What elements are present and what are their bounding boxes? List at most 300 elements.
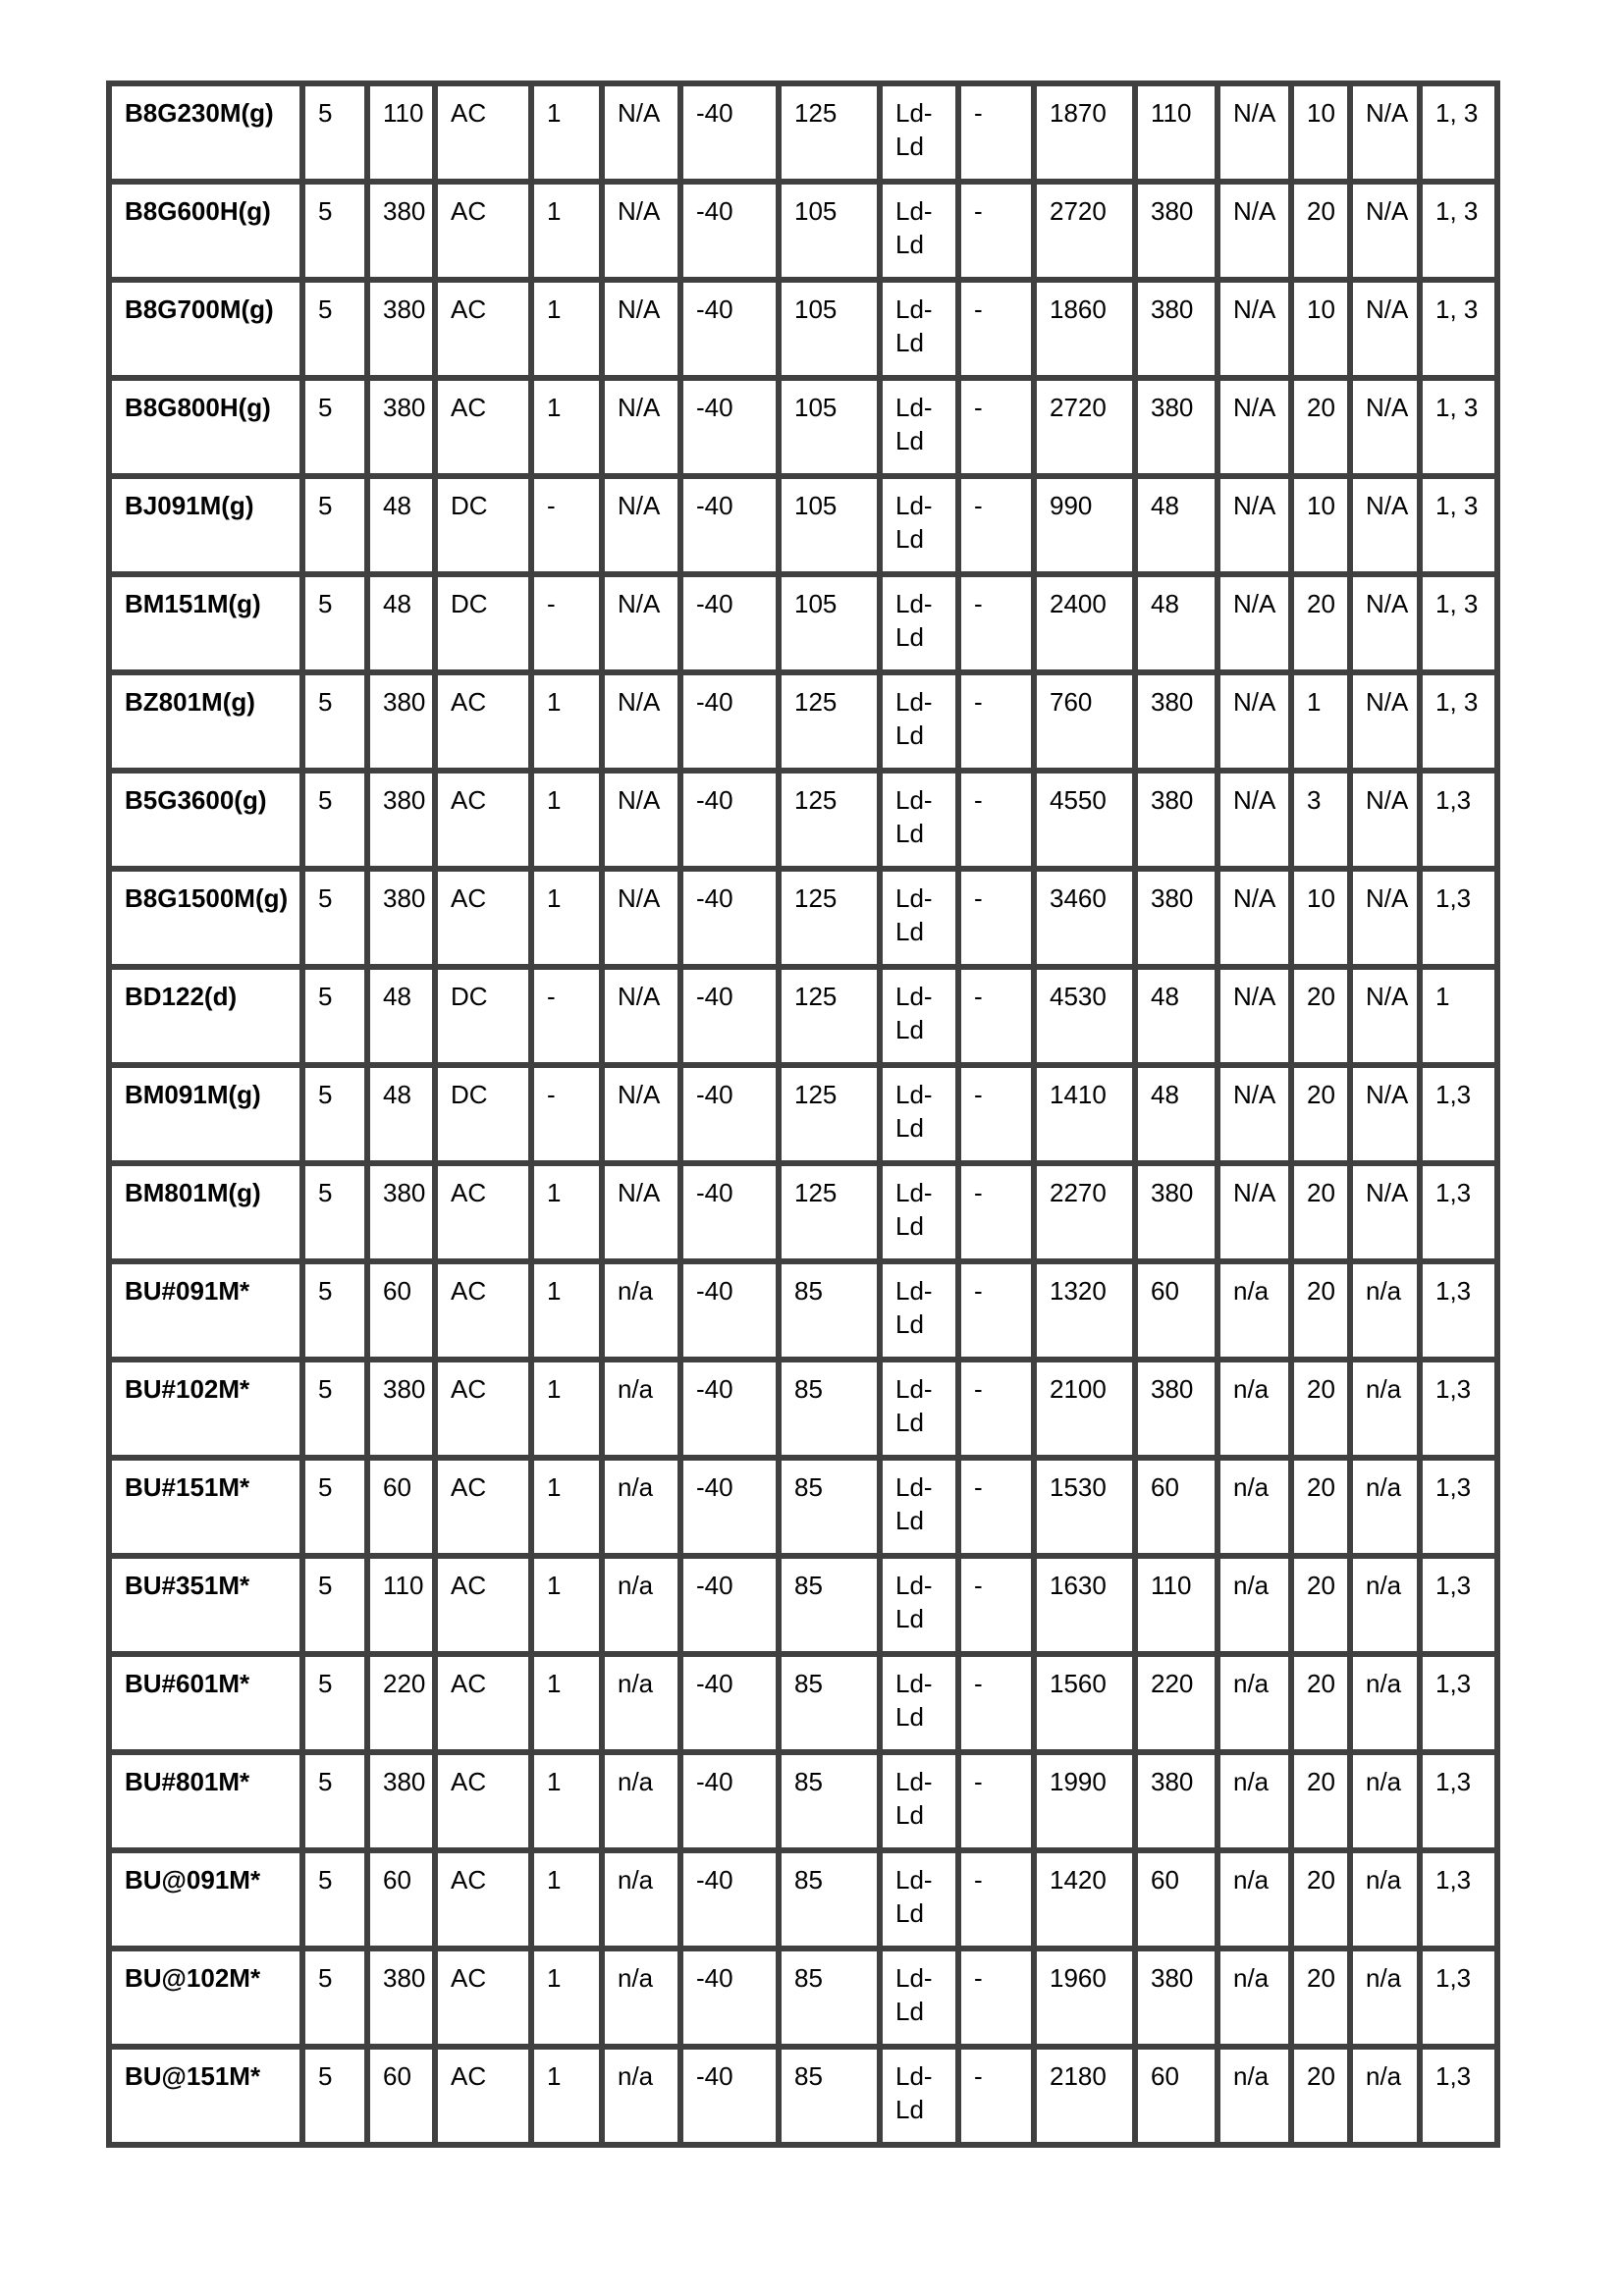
- table-cell: 110: [1135, 1556, 1217, 1654]
- table-cell: 220: [367, 1654, 435, 1752]
- table-cell: 1: [1291, 672, 1350, 771]
- table-cell: AC: [435, 378, 531, 476]
- table-cell: 380: [367, 1163, 435, 1261]
- table-cell: 2180: [1034, 2047, 1135, 2145]
- table-cell: 1, 3: [1420, 83, 1497, 182]
- model-cell: B8G230M(g): [109, 83, 302, 182]
- table-cell: 10: [1291, 83, 1350, 182]
- table-cell: AC: [435, 83, 531, 182]
- table-row: [109, 1163, 1497, 1261]
- table-cell: AC: [435, 1654, 531, 1752]
- table-cell: N/A: [1217, 574, 1291, 672]
- table-cell: 5: [302, 1654, 367, 1752]
- table-cell: -40: [680, 1458, 779, 1556]
- table-cell: 380: [367, 1949, 435, 2047]
- table-cell: 380: [367, 1752, 435, 1850]
- table-cell: n/a: [602, 1654, 680, 1752]
- table-cell: -: [531, 476, 602, 574]
- table-cell: DC: [435, 476, 531, 574]
- table-cell: 105: [779, 378, 880, 476]
- table-cell: 85: [779, 1752, 880, 1850]
- table-cell: 380: [1135, 1360, 1217, 1458]
- table-cell: 380: [1135, 1752, 1217, 1850]
- table-cell: n/a: [1217, 1752, 1291, 1850]
- table-cell: 5: [302, 1752, 367, 1850]
- table-cell: 380: [1135, 869, 1217, 967]
- table-cell: 48: [367, 1065, 435, 1163]
- table-row: [109, 672, 1497, 771]
- table-cell: DC: [435, 574, 531, 672]
- table-cell: N/A: [602, 1065, 680, 1163]
- table-cell: -40: [680, 672, 779, 771]
- table-cell: 5: [302, 1850, 367, 1949]
- model-cell: BZ801M(g): [109, 672, 302, 771]
- table-cell: 1,3: [1420, 771, 1497, 869]
- table-cell: Ld-Ld: [880, 1752, 958, 1850]
- table-row: [109, 869, 1497, 967]
- table-cell: 220: [1135, 1654, 1217, 1752]
- table-cell: 5: [302, 476, 367, 574]
- table-cell: N/A: [1350, 1065, 1420, 1163]
- table-cell: N/A: [1217, 476, 1291, 574]
- table-cell: N/A: [1350, 574, 1420, 672]
- model-cell: BU#091M*: [109, 1261, 302, 1360]
- table-cell: 1420: [1034, 1850, 1135, 1949]
- table-cell: n/a: [602, 1556, 680, 1654]
- model-cell: BU#151M*: [109, 1458, 302, 1556]
- table-cell: N/A: [1350, 476, 1420, 574]
- table-cell: -: [958, 574, 1034, 672]
- table-cell: N/A: [602, 672, 680, 771]
- table-cell: -40: [680, 378, 779, 476]
- model-cell: B8G1500M(g): [109, 869, 302, 967]
- table-row: [109, 1261, 1497, 1360]
- table-cell: -40: [680, 869, 779, 967]
- table-cell: 110: [1135, 83, 1217, 182]
- table-cell: 2400: [1034, 574, 1135, 672]
- table-cell: Ld-Ld: [880, 182, 958, 280]
- table-cell: 85: [779, 2047, 880, 2145]
- model-cell: B8G800H(g): [109, 378, 302, 476]
- table-cell: n/a: [1350, 1556, 1420, 1654]
- table-cell: 20: [1291, 182, 1350, 280]
- model-cell: BU@151M*: [109, 2047, 302, 2145]
- table-cell: 1,3: [1420, 869, 1497, 967]
- table-cell: 1530: [1034, 1458, 1135, 1556]
- table-cell: 1,3: [1420, 1360, 1497, 1458]
- table-cell: 380: [1135, 280, 1217, 378]
- table-cell: n/a: [602, 1261, 680, 1360]
- table-cell: AC: [435, 1163, 531, 1261]
- model-cell: BJ091M(g): [109, 476, 302, 574]
- table-cell: 85: [779, 1556, 880, 1654]
- table-cell: 5: [302, 1163, 367, 1261]
- table-cell: n/a: [602, 1752, 680, 1850]
- table-cell: 5: [302, 378, 367, 476]
- table-cell: 20: [1291, 2047, 1350, 2145]
- table-cell: DC: [435, 1065, 531, 1163]
- table-cell: 2720: [1034, 182, 1135, 280]
- table-cell: -: [958, 1163, 1034, 1261]
- table-cell: 380: [1135, 672, 1217, 771]
- table-cell: 20: [1291, 574, 1350, 672]
- model-cell: BU#801M*: [109, 1752, 302, 1850]
- table-cell: N/A: [1217, 378, 1291, 476]
- table-cell: 48: [1135, 476, 1217, 574]
- table-cell: 1410: [1034, 1065, 1135, 1163]
- table-cell: 5: [302, 2047, 367, 2145]
- table-cell: 20: [1291, 967, 1350, 1065]
- table-cell: 1, 3: [1420, 672, 1497, 771]
- table-cell: 5: [302, 771, 367, 869]
- table-cell: 85: [779, 1360, 880, 1458]
- table-cell: 1630: [1034, 1556, 1135, 1654]
- table-cell: -40: [680, 1654, 779, 1752]
- table-cell: 105: [779, 476, 880, 574]
- table-cell: 380: [367, 869, 435, 967]
- table-cell: 60: [367, 1850, 435, 1949]
- table-cell: 1,3: [1420, 1850, 1497, 1949]
- table-cell: 1: [531, 83, 602, 182]
- table-row: [109, 771, 1497, 869]
- table-cell: 85: [779, 1458, 880, 1556]
- table-cell: 3: [1291, 771, 1350, 869]
- table-cell: 380: [367, 771, 435, 869]
- table-cell: 1: [531, 1949, 602, 2047]
- table-cell: 5: [302, 869, 367, 967]
- table-cell: 85: [779, 1261, 880, 1360]
- table-cell: -: [958, 771, 1034, 869]
- table-cell: 125: [779, 672, 880, 771]
- table-row: [109, 2047, 1497, 2145]
- table-cell: n/a: [602, 2047, 680, 2145]
- table-cell: n/a: [602, 1360, 680, 1458]
- table-cell: 5: [302, 1065, 367, 1163]
- table-cell: -40: [680, 1163, 779, 1261]
- table-cell: -40: [680, 771, 779, 869]
- table-cell: 20: [1291, 1261, 1350, 1360]
- table-cell: 110: [367, 83, 435, 182]
- table-cell: n/a: [1350, 1458, 1420, 1556]
- table-cell: -: [958, 1654, 1034, 1752]
- table-cell: 1870: [1034, 83, 1135, 182]
- table-cell: AC: [435, 1360, 531, 1458]
- table-cell: 60: [367, 1458, 435, 1556]
- table-cell: N/A: [602, 1163, 680, 1261]
- table-row: [109, 83, 1497, 182]
- table-cell: Ld-Ld: [880, 1458, 958, 1556]
- table-cell: 1: [531, 869, 602, 967]
- table-row: [109, 1850, 1497, 1949]
- table-cell: 1: [531, 1458, 602, 1556]
- table-cell: 1: [531, 771, 602, 869]
- table-cell: 3460: [1034, 869, 1135, 967]
- table-cell: N/A: [1350, 182, 1420, 280]
- table-cell: 60: [367, 2047, 435, 2145]
- table-cell: -: [958, 378, 1034, 476]
- table-cell: Ld-Ld: [880, 1556, 958, 1654]
- table-cell: 1,3: [1420, 2047, 1497, 2145]
- table-cell: 380: [1135, 378, 1217, 476]
- table-cell: 1,3: [1420, 1261, 1497, 1360]
- table-cell: AC: [435, 2047, 531, 2145]
- table-cell: Ld-Ld: [880, 378, 958, 476]
- table-cell: -: [958, 869, 1034, 967]
- table-cell: 5: [302, 1949, 367, 2047]
- table-cell: 20: [1291, 1556, 1350, 1654]
- table-cell: Ld-Ld: [880, 2047, 958, 2145]
- table-row: [109, 182, 1497, 280]
- table-cell: -40: [680, 280, 779, 378]
- table-row: [109, 1065, 1497, 1163]
- table-cell: 2720: [1034, 378, 1135, 476]
- table-cell: 1: [531, 1654, 602, 1752]
- table-cell: 85: [779, 1654, 880, 1752]
- table-cell: 380: [1135, 182, 1217, 280]
- table-row: [109, 1360, 1497, 1458]
- table-cell: 60: [1135, 1261, 1217, 1360]
- table-cell: 1,3: [1420, 1752, 1497, 1850]
- table-cell: 20: [1291, 1654, 1350, 1752]
- table-cell: 125: [779, 869, 880, 967]
- table-cell: 85: [779, 1949, 880, 2047]
- table-cell: -40: [680, 1065, 779, 1163]
- table-cell: 1: [531, 1752, 602, 1850]
- model-cell: B8G600H(g): [109, 182, 302, 280]
- table-cell: 380: [1135, 1949, 1217, 2047]
- table-cell: Ld-Ld: [880, 1850, 958, 1949]
- table-cell: Ld-Ld: [880, 476, 958, 574]
- table-cell: -40: [680, 83, 779, 182]
- table-cell: DC: [435, 967, 531, 1065]
- table-cell: -40: [680, 967, 779, 1065]
- table-cell: 5: [302, 672, 367, 771]
- table-cell: -: [958, 280, 1034, 378]
- table-cell: n/a: [1350, 1850, 1420, 1949]
- table-cell: 20: [1291, 1949, 1350, 2047]
- table-cell: -40: [680, 1261, 779, 1360]
- table-cell: 10: [1291, 476, 1350, 574]
- table-cell: -: [958, 83, 1034, 182]
- table-cell: 1: [1420, 967, 1497, 1065]
- table-cell: AC: [435, 1949, 531, 2047]
- table-cell: -40: [680, 1752, 779, 1850]
- table-cell: -: [531, 967, 602, 1065]
- table-cell: -40: [680, 182, 779, 280]
- table-cell: -: [958, 1949, 1034, 2047]
- table-row: [109, 1458, 1497, 1556]
- spec-table-body: [109, 83, 1497, 2145]
- table-cell: 1,3: [1420, 1654, 1497, 1752]
- table-cell: n/a: [1350, 2047, 1420, 2145]
- table-cell: 5: [302, 1556, 367, 1654]
- table-cell: 1860: [1034, 280, 1135, 378]
- table-cell: N/A: [602, 771, 680, 869]
- spec-table: [106, 80, 1500, 2148]
- table-cell: N/A: [602, 967, 680, 1065]
- table-cell: N/A: [1350, 83, 1420, 182]
- table-cell: 125: [779, 967, 880, 1065]
- table-cell: AC: [435, 1261, 531, 1360]
- table-cell: 20: [1291, 1360, 1350, 1458]
- table-cell: N/A: [1217, 1065, 1291, 1163]
- model-cell: BU#102M*: [109, 1360, 302, 1458]
- table-cell: Ld-Ld: [880, 672, 958, 771]
- table-cell: 105: [779, 280, 880, 378]
- table-cell: -40: [680, 1556, 779, 1654]
- table-row: [109, 1556, 1497, 1654]
- table-cell: 5: [302, 1261, 367, 1360]
- table-cell: AC: [435, 771, 531, 869]
- table-cell: 48: [1135, 574, 1217, 672]
- table-cell: n/a: [602, 1949, 680, 2047]
- table-cell: n/a: [1350, 1360, 1420, 1458]
- table-cell: 380: [367, 182, 435, 280]
- table-cell: AC: [435, 1556, 531, 1654]
- table-row: [109, 1949, 1497, 2047]
- table-cell: 5: [302, 574, 367, 672]
- table-cell: 1,3: [1420, 1458, 1497, 1556]
- table-cell: 48: [1135, 967, 1217, 1065]
- table-cell: -: [958, 1850, 1034, 1949]
- table-cell: -: [958, 1458, 1034, 1556]
- table-cell: Ld-Ld: [880, 1163, 958, 1261]
- table-cell: 4550: [1034, 771, 1135, 869]
- table-cell: 1, 3: [1420, 280, 1497, 378]
- table-cell: 10: [1291, 869, 1350, 967]
- table-cell: n/a: [602, 1850, 680, 1949]
- table-cell: -: [958, 967, 1034, 1065]
- table-cell: N/A: [1217, 280, 1291, 378]
- table-cell: N/A: [1217, 672, 1291, 771]
- model-cell: BU#351M*: [109, 1556, 302, 1654]
- table-cell: 60: [1135, 1458, 1217, 1556]
- table-cell: 20: [1291, 1163, 1350, 1261]
- table-cell: N/A: [1350, 967, 1420, 1065]
- model-cell: BM151M(g): [109, 574, 302, 672]
- table-cell: 20: [1291, 1065, 1350, 1163]
- table-cell: 5: [302, 1458, 367, 1556]
- table-cell: n/a: [1217, 1458, 1291, 1556]
- table-cell: -40: [680, 476, 779, 574]
- table-cell: N/A: [1217, 1163, 1291, 1261]
- table-cell: N/A: [1350, 672, 1420, 771]
- table-cell: 110: [367, 1556, 435, 1654]
- table-cell: 1, 3: [1420, 378, 1497, 476]
- table-cell: 5: [302, 83, 367, 182]
- table-cell: n/a: [1350, 1261, 1420, 1360]
- table-cell: Ld-Ld: [880, 280, 958, 378]
- table-cell: Ld-Ld: [880, 83, 958, 182]
- table-cell: 1960: [1034, 1949, 1135, 2047]
- table-cell: 5: [302, 967, 367, 1065]
- table-cell: N/A: [1350, 771, 1420, 869]
- table-row: [109, 967, 1497, 1065]
- table-cell: N/A: [1217, 869, 1291, 967]
- table-cell: AC: [435, 1458, 531, 1556]
- table-cell: n/a: [602, 1458, 680, 1556]
- table-cell: 1: [531, 1163, 602, 1261]
- table-cell: AC: [435, 1850, 531, 1949]
- table-cell: n/a: [1217, 1654, 1291, 1752]
- model-cell: BU@091M*: [109, 1850, 302, 1949]
- table-cell: n/a: [1217, 1850, 1291, 1949]
- model-cell: BM801M(g): [109, 1163, 302, 1261]
- table-cell: 1, 3: [1420, 574, 1497, 672]
- table-cell: 48: [367, 967, 435, 1065]
- model-cell: BU#601M*: [109, 1654, 302, 1752]
- table-cell: Ld-Ld: [880, 869, 958, 967]
- model-cell: B5G3600(g): [109, 771, 302, 869]
- table-cell: -: [958, 476, 1034, 574]
- table-cell: -40: [680, 1949, 779, 2047]
- table-cell: N/A: [1350, 869, 1420, 967]
- table-cell: n/a: [1217, 1261, 1291, 1360]
- table-cell: -40: [680, 2047, 779, 2145]
- table-cell: N/A: [602, 378, 680, 476]
- table-cell: 1, 3: [1420, 182, 1497, 280]
- table-cell: Ld-Ld: [880, 1949, 958, 2047]
- table-cell: n/a: [1350, 1949, 1420, 2047]
- table-cell: N/A: [602, 476, 680, 574]
- table-cell: AC: [435, 1752, 531, 1850]
- model-cell: BU@102M*: [109, 1949, 302, 2047]
- table-cell: N/A: [1217, 771, 1291, 869]
- table-cell: 1320: [1034, 1261, 1135, 1360]
- table-cell: 380: [1135, 1163, 1217, 1261]
- table-cell: Ld-Ld: [880, 967, 958, 1065]
- table-cell: 125: [779, 771, 880, 869]
- table-cell: 105: [779, 574, 880, 672]
- table-cell: N/A: [1217, 83, 1291, 182]
- table-cell: 1,3: [1420, 1065, 1497, 1163]
- table-cell: n/a: [1217, 1556, 1291, 1654]
- table-cell: -: [958, 1752, 1034, 1850]
- table-cell: 380: [367, 280, 435, 378]
- table-cell: 20: [1291, 1752, 1350, 1850]
- model-cell: BD122(d): [109, 967, 302, 1065]
- table-cell: Ld-Ld: [880, 1360, 958, 1458]
- table-row: [109, 1752, 1497, 1850]
- table-cell: N/A: [1350, 378, 1420, 476]
- table-cell: Ld-Ld: [880, 771, 958, 869]
- table-row: [109, 378, 1497, 476]
- table-cell: AC: [435, 672, 531, 771]
- table-cell: N/A: [602, 280, 680, 378]
- table-cell: 1: [531, 1850, 602, 1949]
- table-cell: 20: [1291, 1458, 1350, 1556]
- table-cell: 1560: [1034, 1654, 1135, 1752]
- table-cell: 1,3: [1420, 1163, 1497, 1261]
- table-cell: 60: [1135, 1850, 1217, 1949]
- table-cell: 1: [531, 1360, 602, 1458]
- table-cell: -: [531, 1065, 602, 1163]
- table-cell: Ld-Ld: [880, 574, 958, 672]
- table-cell: 105: [779, 182, 880, 280]
- table-cell: 380: [367, 1360, 435, 1458]
- table-cell: -: [531, 574, 602, 672]
- table-cell: AC: [435, 869, 531, 967]
- table-cell: -: [958, 1360, 1034, 1458]
- table-cell: 1: [531, 2047, 602, 2145]
- table-cell: 60: [1135, 2047, 1217, 2145]
- table-cell: n/a: [1217, 2047, 1291, 2145]
- table-cell: 125: [779, 1163, 880, 1261]
- table-cell: AC: [435, 280, 531, 378]
- table-row: [109, 280, 1497, 378]
- table-cell: 1,3: [1420, 1556, 1497, 1654]
- table-cell: -: [958, 1261, 1034, 1360]
